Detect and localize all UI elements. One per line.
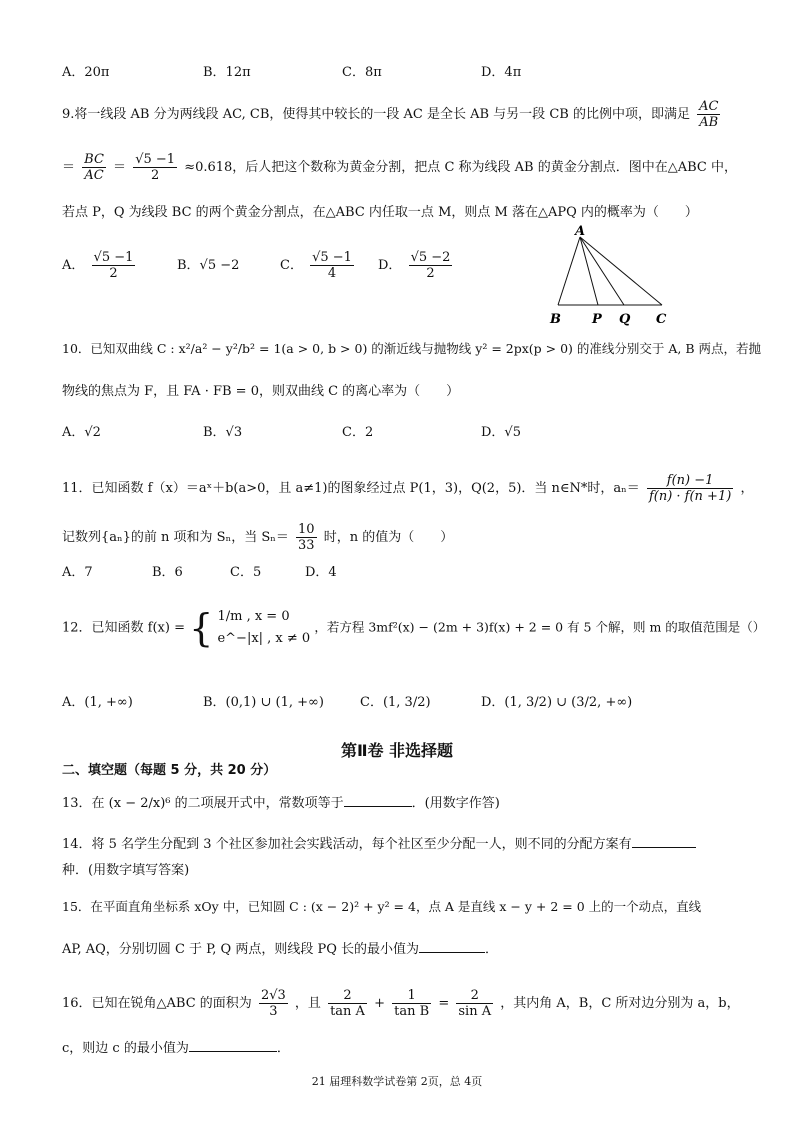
label-c: C	[656, 312, 667, 327]
q9-frac-bc-ac	[82, 152, 106, 183]
q9-eq-2: ＝	[113, 160, 127, 175]
q11-frac2-num: 10	[298, 522, 315, 537]
q16-text-end: ，其内角 A，B，C 所对边分别为 a，b，	[500, 996, 740, 1011]
q16-f1-den: tan A	[330, 1004, 365, 1019]
q10-option-d: D．√5	[481, 425, 521, 440]
q8-option-b: B．12π	[203, 65, 251, 80]
q12-brace: {	[189, 606, 214, 650]
q11-frac-sn	[296, 522, 317, 553]
q9-option-a-den: 2	[109, 266, 118, 281]
q16-eq: =	[438, 996, 450, 1011]
section-2-title: 第Ⅱ卷 非选择题	[340, 741, 454, 760]
q9-option-d-frac	[409, 250, 453, 281]
q12-option-c: C．(1, 3/2)	[360, 695, 431, 710]
q16-frac-1	[328, 988, 367, 1019]
q9-option-d-den: 2	[426, 266, 435, 281]
segment-ab	[558, 237, 580, 305]
page-footer: 21 届理科数学试卷第 2页，总 4页	[311, 1075, 483, 1088]
label-b: B	[550, 312, 561, 327]
q11-text-2: 记数列{aₙ}的前 n 项和为 Sₙ，当 Sₙ＝	[62, 530, 289, 545]
q16-frac-area	[259, 988, 288, 1019]
q13-text: 13．在 (x − 2/x)⁶ 的二项展开式中，常数项等于	[62, 796, 344, 811]
q11-frac-num: f(n) −1	[647, 473, 733, 489]
q13-answer-blank	[344, 792, 412, 807]
q13-text-end: ．(用数字作答)	[411, 796, 500, 811]
q9-frac-ac-ab	[697, 99, 720, 130]
q9-frac2-den: AC	[84, 168, 104, 183]
q11-frac-an	[647, 473, 733, 504]
q16-text-1: 16．已知在锐角△ABC 的面积为	[62, 996, 252, 1011]
q16-frac-2	[392, 988, 431, 1019]
segment-aq	[580, 237, 624, 305]
q11-frac2-den: 33	[298, 538, 315, 553]
q11-text-1: 11．已知函数 f（x）＝aˣ＋b(a>0，且 a≠1)的图象经过点 P(1，3)，Q(2，5)．当 n∈N*时，aₙ＝	[62, 481, 640, 496]
q9-option-d-num: √5 −2	[410, 250, 451, 265]
q9-option-c-den: 4	[327, 266, 337, 281]
q12-line-1	[62, 606, 764, 650]
q9-line-2	[62, 152, 754, 183]
q11-text-1-end: ，	[740, 481, 754, 496]
q15-text-2: AP, AQ，分别切圆 C 于 P, Q 两点，则线段 PQ 长的最小值为	[62, 942, 419, 957]
q15-line-1: 15．在平面直角坐标系 xOy 中，已知圆 C : (x − 2)² + y² = 4，点 A 是直线 x − y + 2 = 0 上的一个动点，直线	[62, 899, 702, 914]
q9-option-a	[62, 250, 138, 281]
q16-text-mid: ，且	[294, 996, 321, 1011]
q9-option-a-frac	[92, 250, 136, 281]
q10-option-c: C．2	[342, 425, 374, 440]
q16-area-den: 3	[269, 1004, 278, 1019]
q16-f3-num: 2	[456, 988, 493, 1004]
q10-option-b: B．√3	[203, 425, 243, 440]
q9-option-c-frac	[310, 250, 354, 281]
q9-option-c	[280, 250, 357, 281]
q14-line-2: 种．(用数字填写答案)	[62, 863, 190, 878]
q9-frac1-num: AC	[699, 99, 719, 114]
q9-option-d-label: D．	[378, 258, 402, 273]
q8-option-c: C．8π	[342, 65, 382, 80]
q9-text-1: 9.将一线段 AB 分为两线段 AC, CB，使得其中较长的一段 AC 是全长 AB 与另一段 CB 的比例中项，即满足	[62, 107, 690, 122]
q16-area-num: 2√3	[260, 988, 286, 1003]
q9-text-2: ≈0.618，后人把这个数称为黄金分割，把点 C 称为线段 AB 的黄金分割点．图中在△ABC 中，	[184, 160, 737, 175]
triangle-figure	[540, 225, 680, 330]
q16-plus: +	[374, 996, 385, 1011]
q9-option-a-num: √5 −1	[93, 250, 134, 265]
q9-option-a-label: A．	[62, 258, 85, 273]
q11-frac-den: f(n) · f(n +1)	[648, 489, 732, 504]
q8-option-a: A．20π	[62, 65, 110, 80]
q10-line-1: 10．已知双曲线 C : x²/a² − y²/b² = 1(a > 0, b > 0) 的渐近线与抛物线 y² = 2px(p > 0) 的准线分别交于 A, B 两点，若抛	[62, 341, 761, 356]
q12-cases	[217, 606, 310, 650]
q9-frac3-den: 2	[150, 168, 160, 183]
q13-line	[62, 792, 754, 814]
q12-option-d: D．(1, 3/2) ∪ (3/2, +∞)	[481, 695, 633, 710]
q11-option-d: D．4	[305, 565, 337, 580]
q16-f2-den: tan B	[394, 1004, 430, 1019]
q12-option-b: B．(0,1) ∪ (1, +∞)	[203, 695, 324, 710]
label-q: Q	[619, 312, 631, 327]
q16-f1-num: 2	[328, 988, 367, 1004]
q9-line-1	[62, 99, 754, 130]
q16-f2-num: 1	[392, 988, 431, 1004]
q9-frac3-num: √5 −1	[135, 152, 176, 167]
q11-option-a: A．7	[62, 565, 93, 580]
q9-line-3: 若点 P，Q 为线段 BC 的两个黄金分割点，在△ABC 内任取一点 M，则点 M 落在△APQ 内的概率为（ ）	[62, 205, 698, 220]
segment-ap	[580, 237, 598, 305]
q11-line-1	[62, 473, 754, 504]
label-p: P	[592, 312, 602, 327]
q16-frac-3	[456, 988, 493, 1019]
q12-text-rest: ，若方程 3mf²(x) − (2m + 3)f(x) + 2 = 0 有 5 个解，则 m 的取值范围是（）	[314, 619, 766, 635]
q14-line-1	[62, 833, 754, 855]
segment-ac	[580, 237, 662, 305]
q9-option-b: B．√5 −2	[177, 258, 240, 273]
label-a: A	[575, 225, 586, 239]
q10-line-2: 物线的焦点为 F，且 FA · FB = 0，则双曲线 C 的离心率为（ ）	[62, 384, 460, 399]
q12-text-start: 12．已知函数 f(x) =	[62, 620, 185, 636]
q15-answer-blank	[419, 938, 485, 953]
q16-line-2	[62, 1037, 754, 1059]
q16-answer-blank	[189, 1037, 277, 1052]
q9-frac1-den: AB	[699, 115, 719, 130]
q9-frac2-num: BC	[84, 152, 104, 167]
q15-line-2	[62, 938, 754, 960]
q11-text-2-end: 时，n 的值为（ ）	[323, 530, 454, 545]
q15-text-end: ．	[485, 942, 499, 957]
q9-eq-1: ＝	[62, 160, 76, 175]
q9-option-c-num: √5 −1	[312, 250, 352, 265]
q9-option-d	[378, 250, 455, 281]
q12-case-2: e^−|x| , x ≠ 0	[217, 631, 311, 646]
q11-option-b: B．6	[152, 565, 183, 580]
q12-option-a: A．(1, +∞)	[62, 695, 133, 710]
q9-option-c-label: C．	[280, 258, 303, 273]
q8-option-d: D．4π	[481, 65, 522, 80]
q9-frac-golden	[133, 152, 177, 183]
q11-option-c: C．5	[230, 565, 262, 580]
fill-blank-heading: 二、填空题（每题 5 分，共 20 分）	[62, 763, 277, 778]
q10-option-a: A．√2	[62, 425, 101, 440]
q12-case-1: 1/m , x = 0	[217, 609, 290, 624]
q14-text-1: 14．将 5 名学生分配到 3 个社区参加社会实践活动，每个社区至少分配一人，则不同的分配方案有	[62, 837, 632, 852]
q16-text-2: c，则边 c 的最小值为	[62, 1041, 189, 1056]
q16-text-2-end: ．	[276, 1041, 290, 1056]
q16-f3-den: sin A	[458, 1004, 492, 1019]
q16-line-1	[62, 988, 754, 1019]
q11-line-2	[62, 522, 754, 553]
q14-answer-blank	[632, 833, 696, 848]
